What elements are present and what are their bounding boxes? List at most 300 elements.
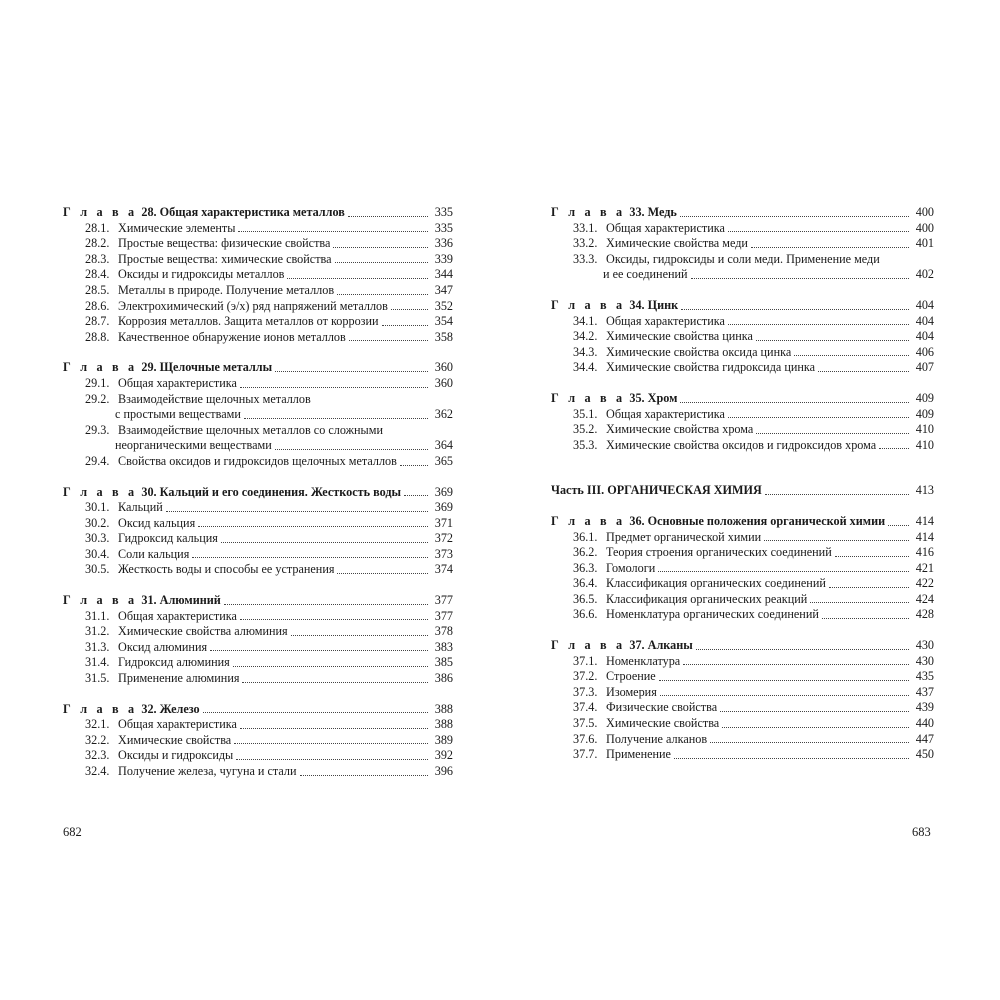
entry-text-wrap bbox=[573, 314, 725, 330]
chapter-heading bbox=[63, 485, 453, 501]
entry-text-wrap bbox=[85, 500, 163, 516]
section-page-number: 410 bbox=[915, 422, 934, 437]
entry-text-wrap bbox=[573, 700, 717, 716]
chapter-word: Г л а в а bbox=[63, 484, 138, 499]
section-title: Химические свойства bbox=[606, 716, 720, 731]
section-title: Оксид алюминия bbox=[118, 639, 208, 654]
section-page-number: 435 bbox=[915, 669, 934, 684]
section-page-number: 422 bbox=[915, 576, 934, 591]
section-title: Оксиды, гидроксиды и соли меди. Применение меди bbox=[606, 251, 880, 266]
section-title: Свойства оксидов и гидроксидов щелочных металлов bbox=[118, 453, 397, 468]
toc-entry bbox=[551, 314, 934, 330]
section-page-number: 344 bbox=[434, 267, 453, 282]
toc-entry bbox=[63, 717, 453, 733]
entry-text-wrap bbox=[573, 669, 656, 685]
dot-leader bbox=[275, 371, 428, 372]
toc-entry bbox=[551, 716, 934, 732]
left-page-toc bbox=[63, 205, 453, 780]
dot-leader bbox=[756, 340, 909, 341]
section-title: Теория строения органических соединений bbox=[606, 545, 832, 560]
chapter-title: 34. Цинк bbox=[629, 297, 679, 312]
section-number: 31.3. bbox=[85, 639, 110, 654]
section-number: 34.3. bbox=[573, 344, 598, 359]
section-title: Химические свойства гидроксида цинка bbox=[606, 360, 816, 375]
section-page-number: 437 bbox=[915, 684, 934, 699]
dot-leader bbox=[879, 448, 909, 449]
chapter-title: 30. Кальций и его соединения. Жесткость воды bbox=[141, 484, 402, 499]
section-page-number: 362 bbox=[434, 407, 453, 422]
chapter-page-number: 409 bbox=[915, 390, 934, 405]
toc-entry bbox=[551, 732, 934, 748]
chapter-heading bbox=[63, 593, 453, 609]
dot-leader bbox=[382, 325, 428, 326]
section-number: 31.4. bbox=[85, 655, 110, 670]
section-page-number: 439 bbox=[915, 700, 934, 715]
section-number: 30.5. bbox=[85, 562, 110, 577]
toc-entry bbox=[551, 576, 934, 592]
chapter-title-wrap bbox=[551, 298, 678, 314]
entry-text-wrap bbox=[603, 267, 688, 283]
section-number: 35.3. bbox=[573, 437, 598, 452]
section-page-number: 428 bbox=[915, 607, 934, 622]
section-title: Жесткость воды и способы ее устранения bbox=[118, 562, 335, 577]
dot-leader bbox=[756, 433, 909, 434]
entry-text-wrap bbox=[573, 221, 725, 237]
section-title: Электрохимический (э/х) ряд напряжений металлов bbox=[118, 298, 388, 313]
section-number: 36.5. bbox=[573, 591, 598, 606]
chapter-word: Г л а в а bbox=[63, 205, 138, 219]
section-number: 32.2. bbox=[85, 732, 110, 747]
dot-leader bbox=[221, 542, 428, 543]
section-number: 37.1. bbox=[573, 653, 598, 668]
dot-leader bbox=[822, 618, 909, 619]
dot-leader bbox=[192, 557, 428, 558]
section-page-number: 396 bbox=[434, 764, 453, 778]
dot-leader bbox=[728, 324, 909, 325]
section-page-number: 424 bbox=[915, 591, 934, 606]
section-page-number: 430 bbox=[915, 653, 934, 668]
section-number: 32.3. bbox=[85, 748, 110, 763]
section-title: Качественное обнаружение ионов металлов bbox=[118, 329, 346, 344]
entry-text-wrap bbox=[573, 654, 680, 670]
chapter-page-number: 377 bbox=[434, 593, 453, 608]
section-title: Строение bbox=[606, 669, 656, 684]
section-number: 30.1. bbox=[85, 500, 110, 515]
chapter-title: 33. Медь bbox=[629, 205, 677, 219]
section-title: Химические свойства алюминия bbox=[118, 624, 288, 639]
entry-text-wrap bbox=[573, 530, 761, 546]
dot-leader bbox=[224, 604, 428, 605]
section-title: Классификация органических реакций bbox=[606, 591, 808, 606]
dot-leader bbox=[333, 247, 428, 248]
section-title: Простые вещества: физические свойства bbox=[118, 236, 331, 251]
dot-leader bbox=[287, 278, 428, 279]
entry-text-wrap bbox=[573, 360, 815, 376]
dot-leader bbox=[291, 635, 428, 636]
section-number: 28.7. bbox=[85, 314, 110, 329]
section-title: Общая характеристика bbox=[606, 313, 725, 328]
part-page-number: 413 bbox=[915, 483, 934, 498]
entry-text-wrap bbox=[573, 252, 880, 268]
entry-text-wrap bbox=[573, 236, 748, 252]
toc-entry bbox=[63, 531, 453, 547]
chapter-word: Г л а в а bbox=[551, 638, 626, 653]
dot-leader bbox=[238, 231, 428, 232]
section-title: Общая характеристика bbox=[606, 220, 725, 235]
entry-text-wrap bbox=[85, 392, 311, 408]
section-number: 36.2. bbox=[573, 545, 598, 560]
dot-leader bbox=[335, 262, 428, 263]
toc-entry bbox=[551, 267, 934, 283]
chapter-spacer bbox=[63, 687, 453, 702]
toc-entry bbox=[63, 221, 453, 237]
toc-entry bbox=[551, 685, 934, 701]
section-title: Химические элементы bbox=[118, 220, 236, 235]
section-page-number: 447 bbox=[915, 731, 934, 746]
entry-text-wrap bbox=[85, 252, 332, 268]
chapter-page-number: 404 bbox=[915, 297, 934, 312]
toc-entry bbox=[63, 624, 453, 640]
toc-entry bbox=[63, 392, 453, 408]
chapter-page-number: 335 bbox=[434, 205, 453, 219]
section-page-number: 339 bbox=[434, 251, 453, 266]
chapter-heading bbox=[63, 205, 453, 221]
dot-leader bbox=[659, 680, 909, 681]
dot-leader bbox=[810, 602, 909, 603]
section-page-number: 440 bbox=[915, 716, 934, 731]
toc-entry bbox=[551, 329, 934, 345]
dot-leader bbox=[240, 387, 428, 388]
dot-leader bbox=[888, 525, 909, 526]
chapter-title: 31. Алюминий bbox=[141, 593, 221, 608]
entry-text-wrap bbox=[115, 407, 241, 423]
section-title: неорганическими веществами bbox=[115, 438, 272, 453]
dot-leader bbox=[244, 418, 428, 419]
section-page-number: 374 bbox=[434, 562, 453, 577]
toc-entry bbox=[63, 562, 453, 578]
section-title: Номенклатура bbox=[606, 653, 681, 668]
entry-text-wrap bbox=[85, 671, 239, 687]
section-number: 36.3. bbox=[573, 560, 598, 575]
section-page-number: 404 bbox=[915, 329, 934, 344]
toc-entry bbox=[551, 438, 934, 454]
entry-text-wrap bbox=[85, 314, 379, 330]
entry-text-wrap bbox=[85, 748, 233, 764]
chapter-spacer bbox=[551, 283, 934, 298]
chapter-page-number: 369 bbox=[434, 484, 453, 499]
entry-text-wrap bbox=[85, 733, 231, 749]
section-page-number: 406 bbox=[915, 344, 934, 359]
chapter-heading bbox=[63, 702, 453, 718]
section-title: Оксид кальция bbox=[118, 515, 196, 530]
dot-leader bbox=[391, 309, 428, 310]
chapter-title-wrap bbox=[551, 391, 677, 407]
section-title: Изомерия bbox=[606, 684, 657, 699]
section-title: и ее соединений bbox=[603, 267, 688, 282]
chapter-page-number: 360 bbox=[434, 360, 453, 375]
section-page-number: 421 bbox=[915, 560, 934, 575]
section-number: 32.1. bbox=[85, 717, 110, 732]
section-page-number: 371 bbox=[434, 515, 453, 530]
dot-leader bbox=[240, 728, 428, 729]
section-number: 28.5. bbox=[85, 282, 110, 297]
toc-entry bbox=[551, 252, 934, 268]
toc-entry bbox=[63, 299, 453, 315]
chapter-title: 35. Хром bbox=[629, 390, 678, 405]
chapter-word: Г л а в а bbox=[551, 297, 626, 312]
toc-entry bbox=[63, 330, 453, 346]
entry-text-wrap bbox=[573, 407, 725, 423]
section-number: 30.2. bbox=[85, 515, 110, 530]
section-page-number: 378 bbox=[434, 624, 453, 639]
entry-text-wrap bbox=[85, 531, 218, 547]
chapter-word: Г л а в а bbox=[63, 701, 138, 716]
dot-leader bbox=[751, 247, 909, 248]
chapter-page-number: 388 bbox=[434, 701, 453, 716]
section-number: 30.4. bbox=[85, 546, 110, 561]
right-page-number: 683 bbox=[912, 825, 931, 839]
section-number: 37.7. bbox=[573, 747, 598, 762]
section-number: 32.4. bbox=[85, 764, 110, 778]
entry-text-wrap bbox=[85, 655, 230, 671]
section-number: 33.2. bbox=[573, 236, 598, 251]
chapter-heading bbox=[551, 298, 934, 314]
section-title: Общая характеристика bbox=[118, 717, 237, 732]
section-number: 35.1. bbox=[573, 406, 598, 421]
dot-leader bbox=[300, 775, 429, 776]
chapter-title: 29. Щелочные металлы bbox=[141, 360, 273, 375]
entry-text-wrap bbox=[85, 454, 397, 470]
dot-leader bbox=[348, 216, 428, 217]
chapter-heading bbox=[63, 360, 453, 376]
toc-entry bbox=[63, 609, 453, 625]
dot-leader bbox=[794, 355, 909, 356]
toc-entry bbox=[63, 655, 453, 671]
toc-entry bbox=[63, 407, 453, 423]
chapter-heading bbox=[551, 514, 934, 530]
section-title: Гидроксид алюминия bbox=[118, 655, 230, 670]
entry-text-wrap bbox=[85, 764, 297, 780]
section-title: с простыми веществами bbox=[115, 407, 241, 422]
section-page-number: 386 bbox=[434, 671, 453, 686]
section-number: 29.2. bbox=[85, 391, 110, 406]
toc-entry bbox=[63, 376, 453, 392]
entry-text-wrap bbox=[85, 236, 330, 252]
toc-entry bbox=[551, 607, 934, 623]
section-title: Общая характеристика bbox=[118, 375, 237, 390]
section-page-number: 401 bbox=[915, 236, 934, 251]
dot-leader bbox=[720, 711, 909, 712]
chapter-title-wrap bbox=[63, 205, 345, 221]
section-number: 34.1. bbox=[573, 313, 598, 328]
section-title: Классификация органических соединений bbox=[606, 576, 826, 591]
section-number: 31.2. bbox=[85, 624, 110, 639]
entry-text-wrap bbox=[85, 376, 237, 392]
entry-text-wrap bbox=[85, 562, 334, 578]
entry-text-wrap bbox=[85, 640, 207, 656]
chapter-spacer bbox=[551, 453, 934, 468]
entry-text-wrap bbox=[85, 221, 235, 237]
entry-text-wrap bbox=[573, 685, 657, 701]
chapter-title-wrap bbox=[551, 205, 677, 221]
toc-entry bbox=[63, 314, 453, 330]
section-page-number: 365 bbox=[434, 453, 453, 468]
section-title: Гидроксид кальция bbox=[118, 531, 218, 546]
section-number: 33.1. bbox=[573, 220, 598, 235]
dot-leader bbox=[765, 494, 909, 495]
section-title: Металлы в природе. Получение металлов bbox=[118, 282, 335, 297]
toc-entry bbox=[63, 640, 453, 656]
section-number: 31.5. bbox=[85, 671, 110, 686]
section-page-number: 360 bbox=[434, 375, 453, 390]
section-number: 30.3. bbox=[85, 531, 110, 546]
chapter-title: 36. Основные положения органической химии bbox=[629, 513, 886, 528]
section-title: Номенклатура органических соединений bbox=[606, 607, 819, 622]
section-title: Кальций bbox=[118, 500, 163, 515]
entry-text-wrap bbox=[573, 545, 832, 561]
chapter-title: 37. Алканы bbox=[629, 638, 693, 653]
section-title: Химические свойства меди bbox=[606, 236, 748, 251]
section-number: 34.2. bbox=[573, 329, 598, 344]
section-number: 36.4. bbox=[573, 576, 598, 591]
chapter-word: Г л а в а bbox=[63, 360, 138, 375]
entry-text-wrap bbox=[573, 592, 807, 608]
chapter-page-number: 430 bbox=[915, 638, 934, 653]
section-page-number: 336 bbox=[434, 236, 453, 251]
toc-entry bbox=[551, 530, 934, 546]
entry-text-wrap bbox=[573, 345, 791, 361]
chapter-title-wrap bbox=[63, 360, 272, 376]
toc-entry bbox=[551, 221, 934, 237]
section-title: Применение bbox=[606, 747, 671, 762]
chapter-title-wrap bbox=[63, 593, 221, 609]
entry-text-wrap bbox=[573, 561, 655, 577]
entry-text-wrap bbox=[573, 422, 753, 438]
section-title: Взаимодействие щелочных металлов со сложными bbox=[118, 422, 383, 437]
section-number: 28.3. bbox=[85, 251, 110, 266]
section-title: Соли кальция bbox=[118, 546, 190, 561]
section-number: 37.3. bbox=[573, 684, 598, 699]
toc-entry bbox=[551, 422, 934, 438]
section-title: Получение железа, чугуна и стали bbox=[118, 764, 297, 778]
section-number: 28.2. bbox=[85, 236, 110, 251]
section-title: Химические свойства оксидов и гидроксидов хрома bbox=[606, 437, 877, 452]
entry-text-wrap bbox=[573, 747, 671, 763]
section-page-number: 402 bbox=[915, 267, 934, 282]
dot-leader bbox=[660, 695, 909, 696]
entry-text-wrap bbox=[573, 576, 826, 592]
section-number: 34.4. bbox=[573, 360, 598, 375]
entry-text-wrap bbox=[85, 624, 288, 640]
entry-text-wrap bbox=[573, 732, 707, 748]
section-page-number: 388 bbox=[434, 717, 453, 732]
toc-entry bbox=[63, 423, 453, 439]
dot-leader bbox=[337, 294, 428, 295]
section-number: 28.6. bbox=[85, 298, 110, 313]
entry-text-wrap bbox=[85, 423, 383, 439]
section-title: Химические свойства цинка bbox=[606, 329, 753, 344]
section-number: 31.1. bbox=[85, 608, 110, 623]
dot-leader bbox=[658, 571, 909, 572]
right-page-toc bbox=[551, 205, 934, 763]
entry-text-wrap bbox=[85, 609, 237, 625]
toc-entry bbox=[63, 252, 453, 268]
section-number: 29.1. bbox=[85, 375, 110, 390]
entry-text-wrap bbox=[573, 716, 719, 732]
dot-leader bbox=[210, 650, 428, 651]
section-page-number: 389 bbox=[434, 732, 453, 747]
chapter-spacer bbox=[551, 623, 934, 638]
section-page-number: 372 bbox=[434, 531, 453, 546]
section-number: 29.4. bbox=[85, 453, 110, 468]
section-number: 37.4. bbox=[573, 700, 598, 715]
section-page-number: 450 bbox=[915, 747, 934, 762]
entry-text-wrap bbox=[85, 547, 189, 563]
section-title: Гомологи bbox=[606, 560, 656, 575]
dot-leader bbox=[242, 682, 428, 683]
section-number: 33.3. bbox=[573, 251, 598, 266]
chapter-title: 28. Общая характеристика металлов bbox=[141, 205, 345, 219]
section-title: Химические свойства оксида цинка bbox=[606, 344, 792, 359]
section-page-number: 409 bbox=[915, 406, 934, 421]
section-title: Взаимодействие щелочных металлов bbox=[118, 391, 311, 406]
section-title: Применение алюминия bbox=[118, 671, 240, 686]
toc-entry bbox=[63, 267, 453, 283]
dot-leader bbox=[404, 495, 428, 496]
chapter-word: Г л а в а bbox=[551, 205, 626, 219]
part-heading bbox=[551, 483, 934, 499]
dot-leader bbox=[835, 556, 909, 557]
chapter-spacer bbox=[551, 376, 934, 391]
chapter-title-wrap bbox=[551, 514, 885, 530]
toc-entry bbox=[551, 345, 934, 361]
section-page-number: 414 bbox=[915, 529, 934, 544]
section-page-number: 335 bbox=[434, 220, 453, 235]
toc-entry bbox=[551, 561, 934, 577]
entry-text-wrap bbox=[85, 516, 195, 532]
section-page-number: 369 bbox=[434, 500, 453, 515]
dot-leader bbox=[349, 340, 428, 341]
section-number: 36.1. bbox=[573, 529, 598, 544]
chapter-title-wrap bbox=[63, 485, 401, 501]
toc-entry bbox=[551, 407, 934, 423]
section-number: 37.5. bbox=[573, 716, 598, 731]
dot-leader bbox=[829, 587, 909, 588]
dot-leader bbox=[728, 417, 909, 418]
section-page-number: 352 bbox=[434, 298, 453, 313]
part-title: Часть III. ОРГАНИЧЕСКАЯ ХИМИЯ bbox=[551, 483, 762, 498]
entry-text-wrap bbox=[573, 329, 753, 345]
dot-leader bbox=[683, 664, 909, 665]
toc-entry bbox=[551, 592, 934, 608]
toc-entry bbox=[63, 547, 453, 563]
section-title: Химические свойства хрома bbox=[606, 422, 754, 437]
section-number: 28.4. bbox=[85, 267, 110, 282]
part-title-wrap bbox=[551, 483, 762, 499]
dot-leader bbox=[680, 402, 909, 403]
toc-entry bbox=[551, 654, 934, 670]
section-page-number: 373 bbox=[434, 546, 453, 561]
chapter-title-wrap bbox=[63, 702, 200, 718]
section-page-number: 392 bbox=[434, 748, 453, 763]
section-number: 37.6. bbox=[573, 731, 598, 746]
chapter-title: 32. Железо bbox=[141, 701, 200, 716]
section-number: 29.3. bbox=[85, 422, 110, 437]
dot-leader bbox=[233, 666, 428, 667]
entry-text-wrap bbox=[573, 607, 819, 623]
section-number: 37.2. bbox=[573, 669, 598, 684]
dot-leader bbox=[680, 216, 909, 217]
